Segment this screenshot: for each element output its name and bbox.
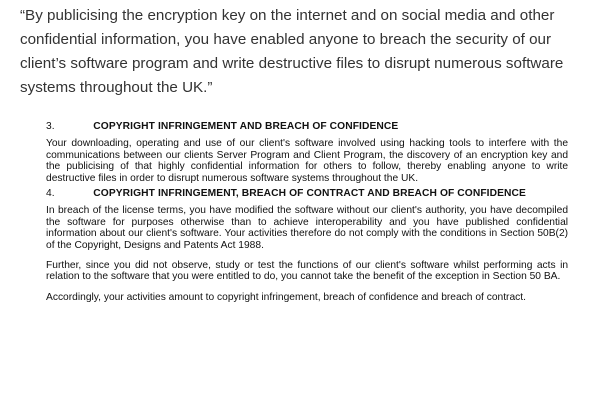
section-4-number: 4.	[46, 188, 55, 200]
section-3-body: Your downloading, operating and use of our client's software involved using hacking tools to interfere with the communications between our clients Server Program and Client Program, the discovery of an encryption key and the publicising of that highly confidential information for others to follow, thereby enabling anyone to write destructive files in order to disrupt numerous software systems throughout the UK.	[46, 138, 569, 184]
section-4-paragraph: Further, since you did not observe, study or test the functions of our client's software whilst performing acts in relation to the software that you were entitled to do, you cannot take the benefit of the exception in Section 50 BA.	[46, 260, 569, 283]
letter-excerpt	[46, 121, 568, 312]
section-4-heading	[46, 188, 568, 199]
section-4-title: COPYRIGHT INFRINGEMENT, BREACH OF CONTRACT AND BREACH OF CONFIDENCE	[93, 188, 526, 200]
section-3-title: COPYRIGHT INFRINGEMENT AND BREACH OF CONFIDENCE	[93, 121, 399, 132]
quote-text: “By publicising the encryption key on the internet and on social media and other confidential information, you have enabled anyone to breach the security of our client’s software program and write destructive files to disrupt numerous software systems throughout the UK.”	[20, 7, 564, 96]
section-3-number: 3.	[46, 121, 55, 132]
section-4-paragraph: In breach of the license terms, you have modified the software without our client's authority, you have decompiled the software for purposes otherwise than to achieve interoperability and you have published confidential information about our client's software. Your activities therefore do not comply with the conditions in Section 50B(2) of the Copyright, Designs and Patents Act 1988.	[46, 205, 569, 251]
section-4-paragraph: Accordingly, your activities amount to copyright infringement, breach of confidence and breach of contract.	[46, 291, 526, 303]
section-3-heading	[46, 121, 568, 132]
